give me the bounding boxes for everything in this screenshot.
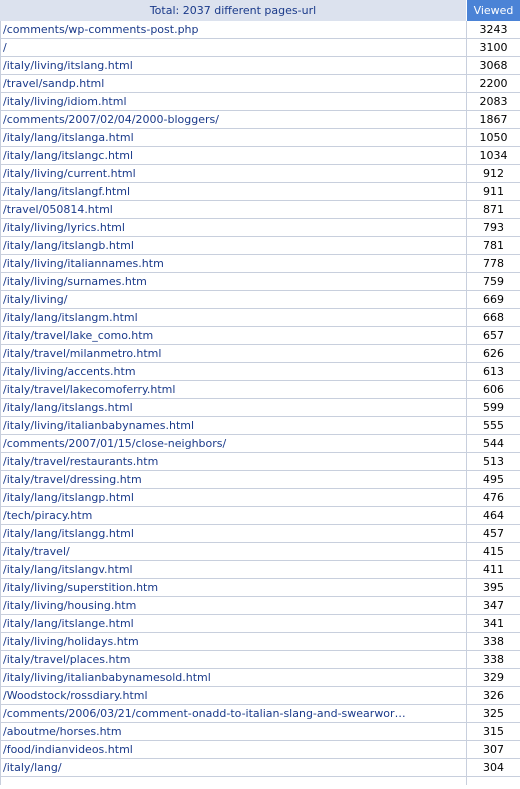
table-row [0,111,520,129]
page-url-cell [0,561,466,579]
table-row [0,507,520,525]
page-url-link[interactable]: /travel/sandp.html [3,77,105,90]
table-row [0,435,520,453]
table-row [0,237,520,255]
table-row [0,489,520,507]
url-column-header: Total: 2037 different pages-url [0,0,466,21]
page-url-link[interactable]: /food/indianvideos.html [3,743,133,756]
view-count-cell: 613 [466,363,520,381]
page-url-link[interactable]: /italy/lang/itslangc.html [3,149,133,162]
view-count-cell: 457 [466,525,520,543]
page-url-cell [0,183,466,201]
page-url-link[interactable]: /comments/2007/02/04/2000-bloggers/ [3,113,219,126]
table-row [0,75,520,93]
view-count-cell: 759 [466,273,520,291]
view-count-cell [466,777,520,785]
view-count-cell: 555 [466,417,520,435]
page-url-cell [0,93,466,111]
page-url-cell [0,111,466,129]
page-url-cell [0,39,466,57]
page-url-link[interactable]: /italy/lang/itslange.html [3,617,134,630]
table-row [0,165,520,183]
page-url-link[interactable]: /italy/living/housing.htm [3,599,137,612]
page-url-cell [0,525,466,543]
table-row [0,147,520,165]
page-url-cell [0,489,466,507]
page-url-cell [0,129,466,147]
page-url-link[interactable]: /italy/travel/places.htm [3,653,131,666]
page-url-cell [0,543,466,561]
page-url-cell [0,453,466,471]
page-url-cell [0,291,466,309]
table-row [0,741,520,759]
table-row [0,759,520,777]
table-row [0,651,520,669]
page-url-cell [0,723,466,741]
view-count-cell: 626 [466,345,520,363]
page-url-link[interactable]: /comments/wp-comments-post.php [3,23,199,36]
page-url-link[interactable]: /italy/lang/itslangs.html [3,401,133,414]
view-count-cell: 347 [466,597,520,615]
page-url-cell [0,255,466,273]
page-url-cell [0,219,466,237]
page-url-link[interactable]: /Woodstock/rossdiary.html [3,689,148,702]
page-url-link[interactable]: /italy/lang/itslanga.html [3,131,134,144]
view-count-cell: 1050 [466,129,520,147]
view-count-cell: 325 [466,705,520,723]
table-body [0,21,520,785]
view-count-cell: 315 [466,723,520,741]
view-count-cell: 1867 [466,111,520,129]
table-row [0,291,520,309]
view-count-cell: 1034 [466,147,520,165]
page-url-cell [0,777,466,785]
table-row [0,597,520,615]
table-row [0,687,520,705]
view-count-cell: 669 [466,291,520,309]
view-count-cell: 395 [466,579,520,597]
view-count-cell: 415 [466,543,520,561]
page-url-cell [0,327,466,345]
table-row [0,669,520,687]
table-row [0,327,520,345]
view-count-cell: 495 [466,471,520,489]
page-url-cell [0,759,466,777]
page-url-cell [0,165,466,183]
page-url-link[interactable]: / [3,41,7,54]
table-row [0,417,520,435]
view-count-cell: 338 [466,633,520,651]
table-row [0,363,520,381]
page-url-link[interactable]: /italy/living/surnames.htm [3,275,147,288]
page-url-link[interactable]: /italy/living/lyrics.html [3,221,125,234]
table-row [0,543,520,561]
page-url-link[interactable]: /comments/2006/03/21/comment-onadd-to-italian-slang-and-swearwor… [3,707,406,720]
view-count-cell: 326 [466,687,520,705]
page-url-cell [0,201,466,219]
page-url-link[interactable]: /travel/050814.html [3,203,113,216]
page-url-cell [0,507,466,525]
view-count-cell: 2083 [466,93,520,111]
page-url-link[interactable]: /italy/lang/itslangp.html [3,491,134,504]
page-url-cell [0,363,466,381]
table-row [0,309,520,327]
page-url-cell [0,579,466,597]
page-url-link[interactable]: /italy/living/superstition.htm [3,581,159,594]
page-url-cell [0,345,466,363]
table-row [0,723,520,741]
view-count-cell: 329 [466,669,520,687]
view-count-cell: 3068 [466,57,520,75]
page-url-link[interactable]: /italy/travel/lake_como.htm [3,329,154,342]
view-count-cell: 464 [466,507,520,525]
page-url-link[interactable]: /italy/lang/ [3,761,62,774]
page-url-cell [0,633,466,651]
page-url-link[interactable]: /italy/travel/milanmetro.html [3,347,162,360]
table-row [0,399,520,417]
view-count-cell: 544 [466,435,520,453]
page-url-link[interactable]: /italy/lang/itslangb.html [3,239,134,252]
page-url-link[interactable]: /tech/piracy.htm [3,509,93,522]
page-url-cell [0,237,466,255]
page-url-link[interactable]: /italy/travel/dressing.htm [3,473,142,486]
view-count-cell: 606 [466,381,520,399]
table-row [0,129,520,147]
page-url-link[interactable]: /italy/living/itslang.html [3,59,133,72]
table-row [0,255,520,273]
table-row [0,381,520,399]
page-url-cell [0,651,466,669]
page-url-cell [0,705,466,723]
table-row [0,201,520,219]
page-url-cell [0,57,466,75]
page-url-cell [0,309,466,327]
view-count-cell: 793 [466,219,520,237]
view-count-cell: 657 [466,327,520,345]
page-url-link[interactable]: /italy/living/current.html [3,167,136,180]
page-url-cell [0,417,466,435]
page-url-link[interactable]: /italy/lang/itslangv.html [3,563,133,576]
view-count-cell: 2200 [466,75,520,93]
table-row-partial [0,777,520,785]
table-row [0,183,520,201]
table-header-row [0,0,520,21]
table-row [0,633,520,651]
page-url-link[interactable]: /italy/living/italianbabynamesold.html [3,671,211,684]
page-url-link[interactable]: /italy/travel/lakecomoferry.html [3,383,176,396]
table-row [0,21,520,39]
view-count-cell: 668 [466,309,520,327]
page-url-link[interactable]: /italy/living/idiom.html [3,95,127,108]
table-row [0,273,520,291]
view-count-cell: 341 [466,615,520,633]
table-row [0,345,520,363]
view-count-cell: 781 [466,237,520,255]
page-url-link[interactable]: /italy/living/accents.htm [3,365,136,378]
page-url-link[interactable]: /comments/2007/01/15/close-neighbors/ [3,437,227,450]
page-url-link[interactable]: /italy/living/ [3,293,68,306]
view-count-cell: 338 [466,651,520,669]
page-url-cell [0,741,466,759]
page-url-link[interactable]: /italy/travel/ [3,545,70,558]
table-row [0,561,520,579]
page-url-link[interactable]: /italy/lang/itslangm.html [3,311,138,324]
table-row [0,39,520,57]
table-row [0,705,520,723]
page-url-cell [0,471,466,489]
page-url-cell [0,399,466,417]
view-count-cell: 911 [466,183,520,201]
page-url-cell [0,597,466,615]
page-url-link[interactable]: /italy/travel/restaurants.htm [3,455,159,468]
table-row [0,219,520,237]
page-url-link[interactable]: /italy/lang/itslangf.html [3,185,131,198]
page-url-cell [0,435,466,453]
view-count-cell: 778 [466,255,520,273]
page-url-cell [0,687,466,705]
table-row [0,453,520,471]
page-url-link[interactable]: /italy/lang/itslangg.html [3,527,134,540]
page-url-cell [0,615,466,633]
page-url-link[interactable]: /aboutme/horses.htm [3,725,122,738]
view-count-cell: 3100 [466,39,520,57]
view-count-cell: 3243 [466,21,520,39]
page-url-cell [0,669,466,687]
viewed-column-header[interactable]: Viewed [466,0,520,21]
view-count-cell: 599 [466,399,520,417]
view-count-cell: 513 [466,453,520,471]
page-url-cell [0,147,466,165]
page-url-link[interactable]: /italy/living/holidays.htm [3,635,139,648]
page-url-cell [0,381,466,399]
page-url-link[interactable]: /italy/living/italiannames.htm [3,257,164,270]
page-url-cell [0,273,466,291]
view-count-cell: 871 [466,201,520,219]
view-count-cell: 411 [466,561,520,579]
table-row [0,471,520,489]
table-row [0,579,520,597]
view-count-cell: 304 [466,759,520,777]
table-row [0,525,520,543]
view-count-cell: 307 [466,741,520,759]
view-count-cell: 476 [466,489,520,507]
table-row [0,57,520,75]
view-count-cell: 912 [466,165,520,183]
page-url-cell [0,75,466,93]
table-row [0,93,520,111]
page-url-link[interactable]: /italy/living/italianbabynames.html [3,419,195,432]
page-url-cell [0,21,466,39]
table-row [0,615,520,633]
